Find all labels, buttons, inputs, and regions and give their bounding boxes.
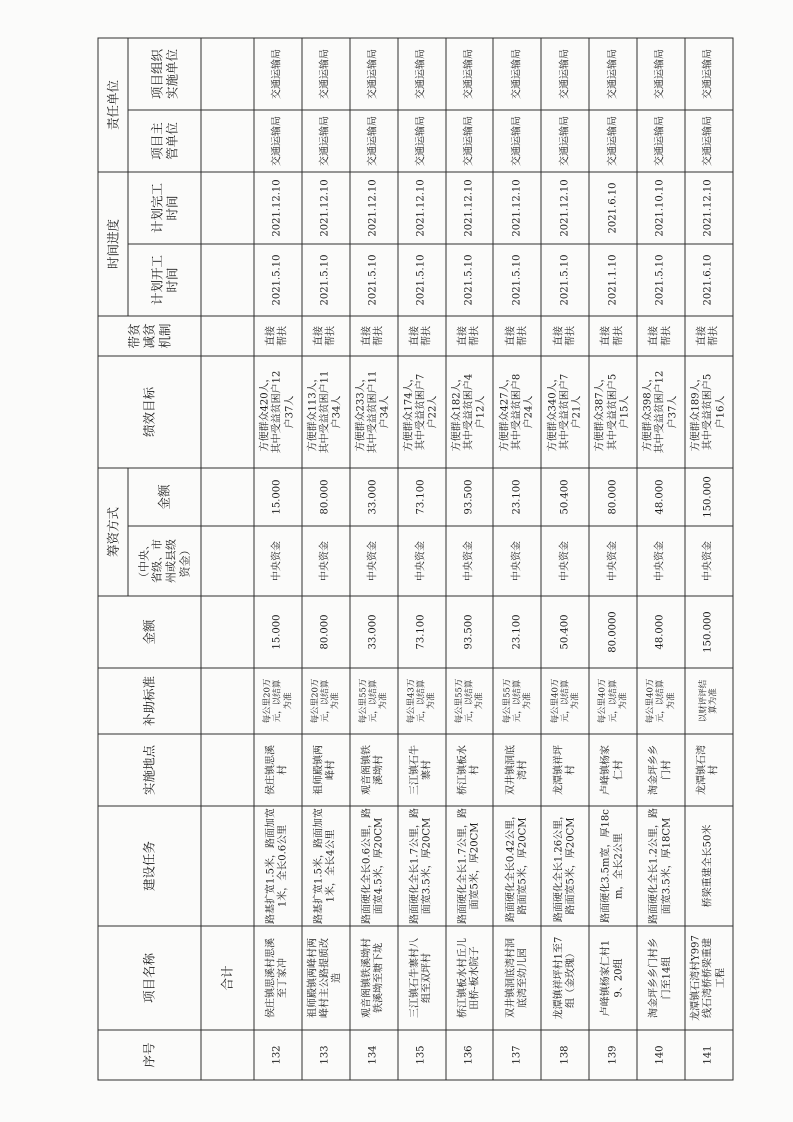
rotated-table-wrapper <box>97 38 732 1080</box>
project-name: 双井镇洞底湾村洞底湾至幼儿园 <box>493 926 541 1030</box>
planned-start: 2021.5.10 <box>541 243 589 315</box>
row-number: 139 <box>589 1030 637 1080</box>
fund-source: 中央资金 <box>541 526 589 596</box>
fund-amount: 23.100 <box>493 467 541 525</box>
table-row <box>589 37 637 1079</box>
planned-start: 2021.5.10 <box>301 243 349 315</box>
poverty-mechanism: 直接帮扶 <box>301 315 349 355</box>
planned-start: 2021.5.10 <box>445 243 493 315</box>
planned-end: 2021.12.10 <box>349 171 397 243</box>
location: 观音阁镇铁溪坳村 <box>349 734 397 806</box>
supervising-unit: 交通运输局 <box>637 109 685 171</box>
header-implementer: 项目组织实施单位 <box>128 37 201 109</box>
location: 龙潭镇祥坪村 <box>541 734 589 806</box>
poverty-mechanism: 直接帮扶 <box>445 315 493 355</box>
header-location: 实施地点 <box>98 734 201 806</box>
row-number: 140 <box>637 1030 685 1080</box>
fund-source: 中央资金 <box>397 526 445 596</box>
supervising-unit: 交通运输局 <box>685 109 733 171</box>
header-supervisor: 项目主管单位 <box>128 109 201 171</box>
implementing-unit: 交通运输局 <box>301 37 349 109</box>
fund-amount: 50.400 <box>541 467 589 525</box>
header-amount: 金额 <box>98 596 201 668</box>
location: 三江镇石牛寨村 <box>397 734 445 806</box>
planned-start: 2021.1.10 <box>589 243 637 315</box>
total-cell <box>201 315 254 355</box>
fund-source: 中央资金 <box>637 526 685 596</box>
project-name: 三江镇石牛寨村八组至双坪村 <box>397 926 445 1030</box>
supervising-unit: 交通运输局 <box>254 109 302 171</box>
implementing-unit: 交通运输局 <box>541 37 589 109</box>
total-cell <box>201 596 254 668</box>
fund-amount: 93.500 <box>445 467 493 525</box>
subsidy-standard: 每公里55万元，以结算为准 <box>349 668 397 734</box>
performance-goal: 方便群众174人，其中受益贫困户7户22人 <box>397 355 445 467</box>
supervising-unit: 交通运输局 <box>301 109 349 171</box>
header-fund-source: （中央、省级、市州或县级资金） <box>128 526 201 596</box>
supervising-unit: 交通运输局 <box>493 109 541 171</box>
implementing-unit: 交通运输局 <box>254 37 302 109</box>
row-number: 134 <box>349 1030 397 1080</box>
table-row <box>254 37 302 1079</box>
header-start: 计划开工时间 <box>128 243 201 315</box>
location: 淘金坪乡乡门村 <box>637 734 685 806</box>
planned-end: 2021.12.10 <box>541 171 589 243</box>
planned-start: 2021.5.10 <box>397 243 445 315</box>
fund-amount: 33.000 <box>349 467 397 525</box>
amount: 80.0000 <box>589 596 637 668</box>
location: 双井镇洞底湾村 <box>493 734 541 806</box>
construction-task: 路面硬化3.5m宽，厚18cm，全长2公里 <box>589 806 637 926</box>
subsidy-standard: 每公里40万元，以结算为准 <box>589 668 637 734</box>
supervising-unit: 交通运输局 <box>589 109 637 171</box>
table-row <box>397 37 445 1079</box>
poverty-mechanism: 直接帮扶 <box>685 315 733 355</box>
fund-amount: 80.000 <box>589 467 637 525</box>
planned-end: 2021.12.10 <box>397 171 445 243</box>
planned-end: 2021.6.10 <box>589 171 637 243</box>
location: 桥江镇板水村 <box>445 734 493 806</box>
total-cell <box>201 668 254 734</box>
performance-goal: 方便群众113人，其中受益贫困户11户34人 <box>301 355 349 467</box>
header-standard: 补助标准 <box>98 668 201 734</box>
fund-source: 中央资金 <box>493 526 541 596</box>
total-cell <box>201 171 254 243</box>
header-responsible: 责任单位 <box>98 37 128 171</box>
fund-amount: 15.000 <box>254 467 302 525</box>
supervising-unit: 交通运输局 <box>541 109 589 171</box>
amount: 93.500 <box>445 596 493 668</box>
project-name: 侯庄镇思溪村思溪至丁家冲 <box>254 926 302 1030</box>
subsidy-standard: 每公里55万元，以结算为准 <box>445 668 493 734</box>
total-no <box>201 1030 254 1080</box>
header-row <box>98 37 128 1079</box>
project-name: 龙潭镇祥坪村1至7组（金玫瑰） <box>541 926 589 1030</box>
table-row <box>541 37 589 1079</box>
total-cell <box>201 467 254 525</box>
total-cell <box>201 37 254 109</box>
construction-task: 路基扩宽1.5米，路面加宽1米，全长4公里 <box>301 806 349 926</box>
planned-start: 2021.6.10 <box>685 243 733 315</box>
poverty-mechanism: 直接帮扶 <box>349 315 397 355</box>
construction-task: 路面硬化全长1.2公里，路面宽3.5米，厚18CM <box>637 806 685 926</box>
construction-task: 桥梁重建全长50米 <box>685 806 733 926</box>
planned-end: 2021.12.10 <box>254 171 302 243</box>
fund-amount: 80.000 <box>301 467 349 525</box>
construction-task: 路面硬化全长1.7公里，路面宽5米，厚20CM <box>445 806 493 926</box>
supervising-unit: 交通运输局 <box>397 109 445 171</box>
fund-amount: 73.100 <box>397 467 445 525</box>
implementing-unit: 交通运输局 <box>493 37 541 109</box>
total-cell <box>201 109 254 171</box>
row-number: 135 <box>397 1030 445 1080</box>
row-number: 132 <box>254 1030 302 1080</box>
amount: 80.000 <box>301 596 349 668</box>
amount: 15.000 <box>254 596 302 668</box>
subsidy-standard: 每公里20万元，以结算为准 <box>254 668 302 734</box>
header-end: 计划完工时间 <box>128 171 201 243</box>
total-label: 合计 <box>201 926 254 1030</box>
total-cell <box>201 806 254 926</box>
subsidy-standard: 每公里43万元，以结算为准 <box>397 668 445 734</box>
amount: 48.000 <box>637 596 685 668</box>
planned-end: 2021.10.10 <box>637 171 685 243</box>
fund-source: 中央资金 <box>254 526 302 596</box>
location: 祖师殿镇两峰村 <box>301 734 349 806</box>
row-number: 136 <box>445 1030 493 1080</box>
planned-end: 2021.12.10 <box>685 171 733 243</box>
location: 龙潭镇石湾村 <box>685 734 733 806</box>
header-task: 建设任务 <box>98 806 201 926</box>
planned-end: 2021.12.10 <box>445 171 493 243</box>
row-number: 141 <box>685 1030 733 1080</box>
project-name: 龙潭镇石湾村Y997线石湾桥桥梁重建工程 <box>685 926 733 1030</box>
total-cell <box>201 526 254 596</box>
project-name: 观音阁镇铁溪坳村铁溪坳至塘下垅 <box>349 926 397 1030</box>
amount: 23.100 <box>493 596 541 668</box>
poverty-mechanism: 直接帮扶 <box>637 315 685 355</box>
performance-goal: 方便群众427人，其中受益贫困户8户24人 <box>493 355 541 467</box>
table-row <box>349 37 397 1079</box>
total-row <box>201 37 254 1079</box>
planned-start: 2021.5.10 <box>637 243 685 315</box>
subsidy-standard: 每公里40万元，以结算为准 <box>637 668 685 734</box>
fund-source: 中央资金 <box>301 526 349 596</box>
header-mechanism: 带贫减贫机制 <box>98 315 201 355</box>
construction-task: 路基扩宽1.5米，路面加宽1米，全长0.6公里 <box>254 806 302 926</box>
performance-goal: 方便群众340人，其中受益贫困户7户21人 <box>541 355 589 467</box>
subsidy-standard: 每公里40万元，以结算为准 <box>541 668 589 734</box>
header-project-name: 项目名称 <box>98 926 201 1030</box>
performance-goal: 方便群众233人，其中受益贫困户11户34人 <box>349 355 397 467</box>
total-cell <box>201 734 254 806</box>
amount: 73.100 <box>397 596 445 668</box>
header-funding: 筹资方式 <box>98 467 128 595</box>
implementing-unit: 交通运输局 <box>349 37 397 109</box>
planned-start: 2021.5.10 <box>254 243 302 315</box>
construction-task: 路面硬化全长0.6公里，路面宽4.5米，厚20CM <box>349 806 397 926</box>
implementing-unit: 交通运输局 <box>445 37 493 109</box>
project-name: 淘金坪乡乡门村乡门至14组 <box>637 926 685 1030</box>
performance-goal: 方便群众398人，其中受益贫困户12户37人 <box>637 355 685 467</box>
poverty-mechanism: 直接帮扶 <box>254 315 302 355</box>
implementing-unit: 交通运输局 <box>397 37 445 109</box>
location: 卢峰镇杨家仁村 <box>589 734 637 806</box>
table-row <box>637 37 685 1079</box>
poverty-mechanism: 直接帮扶 <box>589 315 637 355</box>
project-name: 桥江镇板水村丘儿田桥-板水院子 <box>445 926 493 1030</box>
fund-source: 中央资金 <box>685 526 733 596</box>
planned-end: 2021.12.10 <box>493 171 541 243</box>
fund-source: 中央资金 <box>349 526 397 596</box>
table-row <box>445 37 493 1079</box>
construction-task: 路面硬化全长0.42公里，路面宽5米，厚20CM <box>493 806 541 926</box>
total-cell <box>201 243 254 315</box>
row-number: 133 <box>301 1030 349 1080</box>
fund-source: 中央资金 <box>445 526 493 596</box>
subsidy-standard: 每公里55万元，以结算为准 <box>493 668 541 734</box>
implementing-unit: 交通运输局 <box>589 37 637 109</box>
location: 侯庄镇思溪村 <box>254 734 302 806</box>
supervising-unit: 交通运输局 <box>349 109 397 171</box>
row-number: 137 <box>493 1030 541 1080</box>
amount: 150.000 <box>685 596 733 668</box>
performance-goal: 方便群众420人，其中受益贫困户12户37人 <box>254 355 302 467</box>
fund-source: 中央资金 <box>589 526 637 596</box>
poverty-mechanism: 直接帮扶 <box>541 315 589 355</box>
planned-end: 2021.12.10 <box>301 171 349 243</box>
implementing-unit: 交通运输局 <box>685 37 733 109</box>
table-row <box>493 37 541 1079</box>
table-row <box>685 37 733 1079</box>
amount: 50.400 <box>541 596 589 668</box>
poverty-mechanism: 直接帮扶 <box>493 315 541 355</box>
fund-amount: 48.000 <box>637 467 685 525</box>
supervising-unit: 交通运输局 <box>445 109 493 171</box>
project-name: 卢峰镇杨家仁村19、20组 <box>589 926 637 1030</box>
performance-goal: 方便群众387人，其中受益贫困户5户15人 <box>589 355 637 467</box>
planned-start: 2021.5.10 <box>349 243 397 315</box>
construction-task: 路面硬化全长1.7公里，路面宽3.5米，厚20CM <box>397 806 445 926</box>
performance-goal: 方便群众189人，其中受益贫困户5户16人 <box>685 355 733 467</box>
header-goal: 绩效目标 <box>98 355 201 467</box>
table-row <box>301 37 349 1079</box>
header-fund-amount: 金额 <box>128 467 201 525</box>
fund-amount: 150.000 <box>685 467 733 525</box>
subsidy-standard: 以财评评结算为准 <box>685 668 733 734</box>
header-no: 序号 <box>98 1030 201 1080</box>
amount: 33.000 <box>349 596 397 668</box>
poverty-mechanism: 直接帮扶 <box>397 315 445 355</box>
row-number: 138 <box>541 1030 589 1080</box>
performance-goal: 方便群众182人，其中受益贫困户4户12人 <box>445 355 493 467</box>
implementing-unit: 交通运输局 <box>637 37 685 109</box>
project-name: 祖师殿镇两峰村两峰村主公路提质改造 <box>301 926 349 1030</box>
construction-task: 路面硬化全长1.26公里，路面宽5米，厚20CM <box>541 806 589 926</box>
total-cell <box>201 355 254 467</box>
planned-start: 2021.5.10 <box>493 243 541 315</box>
subsidy-standard: 每公里20万元，以结算为准 <box>301 668 349 734</box>
header-schedule: 时间进度 <box>98 171 128 315</box>
project-table <box>97 37 733 1080</box>
